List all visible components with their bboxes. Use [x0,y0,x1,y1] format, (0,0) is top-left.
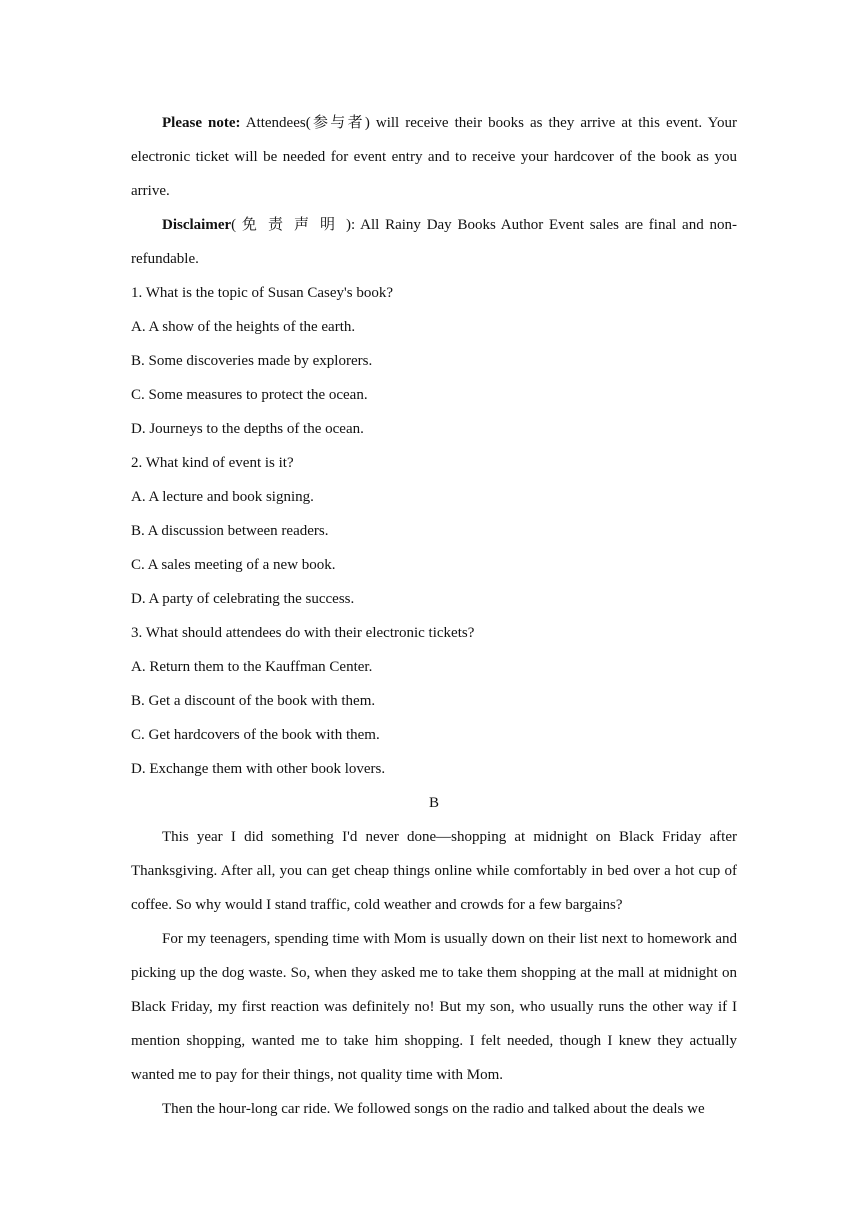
question-3 [131,616,737,786]
note-paragraph [131,106,737,208]
option-d: D. A party of celebrating the success. [131,591,355,607]
section-heading: B [428,795,439,811]
option-d: D. Journeys to the depths of the ocean. [131,421,364,437]
disclaimer-chinese: 免责声明 [241,217,347,233]
question-stem: 3. What should attendees do with their electronic tickets? [131,625,475,641]
question-1 [131,276,737,446]
question-2 [131,446,737,616]
question-stem: 2. What kind of event is it? [131,455,294,471]
option-a: A. A show of the heights of the earth. [131,319,356,335]
option-d: D. Exchange them with other book lovers. [131,761,386,777]
document-body [131,106,737,1126]
option-c: C. A sales meeting of a new book. [131,557,336,573]
passage-paragraph: Then the hour-long car ride. We followed songs on the radio and talked about the deals we [162,1101,705,1117]
note-label: Please note: [162,115,241,131]
option-b: B. Get a discount of the book with them. [131,693,376,709]
option-a: A. A lecture and book signing. [131,489,314,505]
disclaimer-paragraph [131,208,737,276]
note-text: Attendees(参与者) will receive their books as they arrive at this event. Your electronic ticket will be needed for event entry and to receive your hardcover of the book as you arrive. [131,115,737,199]
disclaimer-paren-open: ( [231,217,242,233]
option-c: C. Get hardcovers of the book with them. [131,727,380,743]
option-a: A. Return them to the Kauffman Center. [131,659,373,675]
option-c: C. Some measures to protect the ocean. [131,387,368,403]
option-b: B. Some discoveries made by explorers. [131,353,373,369]
disclaimer-text: ): All Rainy Day Books Author Event sales are final and non-refundable. [131,217,737,267]
passage-paragraph: This year I did something I'd never done—shopping at midnight on Black Friday after Thanksgiving. After all, you can get cheap things online while comfortably in bed over a hot cup of coffee. So why would I stand traffic, cold weather and crowds for a few bargains? [131,829,737,913]
question-stem: 1. What is the topic of Susan Casey's book? [131,285,393,301]
disclaimer-label: Disclaimer [162,217,232,233]
passage-paragraph: For my teenagers, spending time with Mom is usually down on their list next to homework and picking up the dog waste. So, when they asked me to take them shopping at the mall at midnight on Black Friday, my first reaction was definitely no! But my son, who usually runs the other way if I mention shopping, wanted me to take him shopping. I felt needed, though I knew they actually wanted me to pay for their things, not quality time with Mom. [131,931,737,1083]
option-b: B. A discussion between readers. [131,523,329,539]
